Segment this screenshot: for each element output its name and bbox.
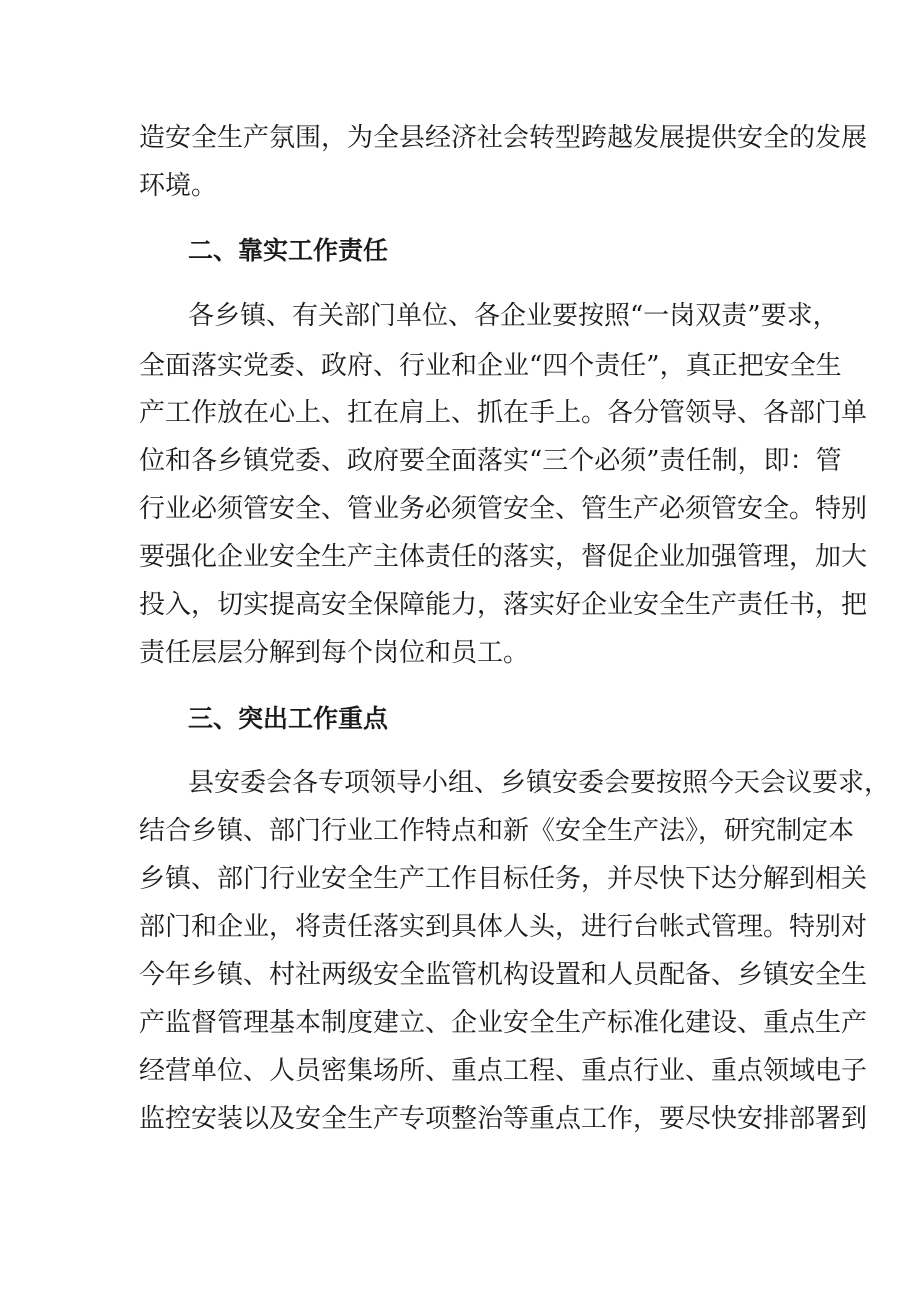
section2-line-5: 行业必须管安全、管业务必须管安全、管生产必须管安全。特别	[139, 494, 868, 524]
section2-line-6: 要强化企业安全生产主体责任的落实，督促企业加强管理，加大	[139, 542, 868, 572]
section3-line-2: 结合乡镇、部门行业工作特点和新《安全生产法》，研究制定本	[139, 816, 855, 846]
section2-line-1: 各乡镇、有关部门单位、各企业要按照“一岗双责”要求，	[188, 301, 839, 331]
intro-line-1: 造安全生产氛围，为全县经济社会转型跨越发展提供安全的发展	[139, 123, 868, 153]
section-heading-2: 二、靠实工作责任	[188, 236, 389, 265]
section2-line-7: 投入，切实提高安全保障能力，落实好企业安全生产责任书，把	[139, 590, 868, 620]
section2-line-2: 全面落实党委、政府、行业和企业“四个责任”，真正把安全生	[139, 351, 842, 381]
section2-line-8: 责任层层分解到每个岗位和员工。	[139, 638, 530, 668]
section3-line-8: 监控安装以及安全生产专项整治等重点工作，要尽快安排部署到	[139, 1104, 868, 1134]
section2-line-3: 产工作放在心上、扛在肩上、抓在手上。各分管领导、各部门单	[139, 398, 868, 428]
section3-line-6: 产监督管理基本制度建立、企业安全生产标准化建设、重点生产	[139, 1008, 868, 1038]
section3-line-1: 县安委会各专项领导小组、乡镇安委会要按照今天会议要求，	[188, 768, 891, 798]
section3-line-3: 乡镇、部门行业安全生产工作目标任务，并尽快下达分解到相关	[139, 864, 868, 894]
section3-line-5: 今年乡镇、村社两级安全监管机构设置和人员配备、乡镇安全生	[139, 960, 868, 990]
section3-line-7: 经营单位、人员密集场所、重点工程、重点行业、重点领域电子	[139, 1056, 868, 1086]
section-heading-3: 三、突出工作重点	[188, 704, 389, 733]
section3-line-4: 部门和企业，将责任落实到具体人头，进行台帐式管理。特别对	[139, 912, 868, 942]
section2-line-4: 位和各乡镇党委、政府要全面落实“三个必须”责任制，即：管	[139, 446, 842, 476]
intro-line-2: 环境。	[139, 171, 218, 201]
